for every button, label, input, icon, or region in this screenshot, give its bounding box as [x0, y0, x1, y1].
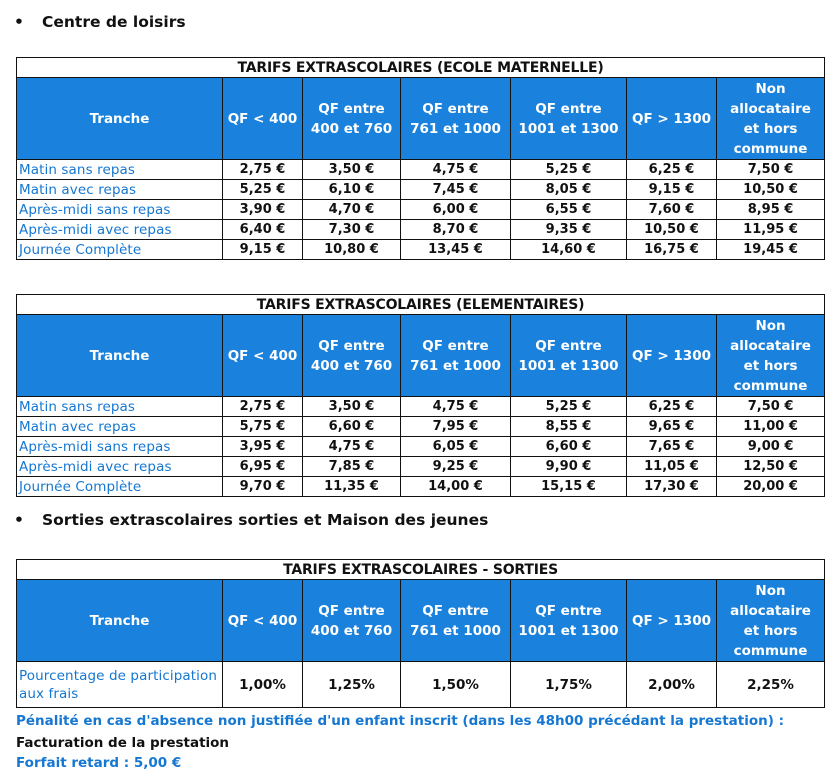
- header-line: QF < 400: [227, 612, 298, 629]
- price-cell: 13,45 €: [401, 240, 511, 260]
- header-line: 761 et 1000: [410, 120, 501, 137]
- table-row: [17, 160, 825, 180]
- forfait-retard-note: Forfait retard : 5,00 €: [16, 755, 182, 771]
- price-cell: 9,15 €: [627, 180, 717, 200]
- facturation-note: Facturation de la prestation: [16, 735, 230, 751]
- price-cell: 7,50 €: [717, 397, 825, 417]
- header-qf4: [511, 580, 627, 662]
- price-cell: 6,60 €: [303, 417, 401, 437]
- price-cell: 11,95 €: [717, 220, 825, 240]
- price-cell: 10,50 €: [717, 180, 825, 200]
- table-maternelle: [16, 57, 825, 260]
- price-cell: 17,30 €: [627, 477, 717, 497]
- section-title-text: Sorties extrascolaires sorties et Maison des jeunes: [42, 511, 489, 529]
- header-line: commune: [733, 140, 808, 157]
- table-title-row: [17, 295, 825, 315]
- price-cell: 9,90 €: [511, 457, 627, 477]
- header-qf4: [511, 315, 627, 397]
- header-qf5: [627, 78, 717, 160]
- row-label: Pourcentage de participation aux frais: [17, 662, 223, 708]
- price-cell: 4,75 €: [303, 437, 401, 457]
- header-qf1: [223, 78, 303, 160]
- price-cell: 8,70 €: [401, 220, 511, 240]
- price-cell: 8,05 €: [511, 180, 627, 200]
- table-header-row: [17, 580, 825, 662]
- price-cell: 2,75 €: [223, 160, 303, 180]
- header-line: 400 et 760: [310, 622, 393, 639]
- header-line: commune: [733, 377, 808, 394]
- price-cell: 6,10 €: [303, 180, 401, 200]
- header-qf6: [717, 78, 825, 160]
- row-label: Matin avec repas: [17, 180, 223, 200]
- price-cell: 10,80 €: [303, 240, 401, 260]
- header-line: et hors: [743, 357, 798, 374]
- row-label: Après-midi avec repas: [17, 220, 223, 240]
- row-label: Après-midi sans repas: [17, 437, 223, 457]
- price-cell: 6,60 €: [511, 437, 627, 457]
- table-row: [17, 240, 825, 260]
- price-cell: 3,50 €: [303, 397, 401, 417]
- price-cell: 2,75 €: [223, 397, 303, 417]
- table-sorties: [16, 559, 825, 708]
- row-label: Après-midi sans repas: [17, 200, 223, 220]
- header-line: Non: [755, 80, 786, 97]
- price-cell: 3,50 €: [303, 160, 401, 180]
- table-title: TARIFS EXTRASCOLAIRES - SORTIES: [17, 560, 825, 580]
- section-title-text: Centre de loisirs: [42, 13, 186, 31]
- price-cell: 16,75 €: [627, 240, 717, 260]
- row-label: Après-midi avec repas: [17, 457, 223, 477]
- header-line: Non: [755, 317, 786, 334]
- header-line: et hors: [743, 622, 798, 639]
- header-qf6: [717, 580, 825, 662]
- header-line: 1001 et 1300: [518, 120, 619, 137]
- price-cell: 7,45 €: [401, 180, 511, 200]
- header-line: QF entre: [535, 100, 602, 117]
- price-cell: 11,35 €: [303, 477, 401, 497]
- price-cell: 9,35 €: [511, 220, 627, 240]
- row-label: Matin sans repas: [17, 397, 223, 417]
- price-cell: 8,55 €: [511, 417, 627, 437]
- section-title-centre-de-loisirs: [14, 13, 186, 31]
- table-row: [17, 397, 825, 417]
- price-cell: 1,25%: [303, 662, 401, 708]
- header-qf3: [401, 315, 511, 397]
- table-row: [17, 457, 825, 477]
- table-row: [17, 437, 825, 457]
- price-cell: 11,00 €: [717, 417, 825, 437]
- row-label: Journée Complète: [17, 240, 223, 260]
- header-qf3: [401, 580, 511, 662]
- header-line: QF entre: [535, 602, 602, 619]
- table-header-row: [17, 315, 825, 397]
- header-line: 400 et 760: [310, 357, 393, 374]
- price-cell: 1,00%: [223, 662, 303, 708]
- bullet-icon: •: [14, 511, 24, 529]
- header-qf6: [717, 315, 825, 397]
- price-cell: 14,60 €: [511, 240, 627, 260]
- price-cell: 14,00 €: [401, 477, 511, 497]
- price-cell: 6,05 €: [401, 437, 511, 457]
- table-title: TARIFS EXTRASCOLAIRES (ECOLE MATERNELLE): [17, 58, 825, 78]
- header-line: QF entre: [318, 337, 385, 354]
- row-label: Matin avec repas: [17, 417, 223, 437]
- header-line: QF entre: [535, 337, 602, 354]
- price-cell: 6,95 €: [223, 457, 303, 477]
- price-cell: 4,70 €: [303, 200, 401, 220]
- price-cell: 9,00 €: [717, 437, 825, 457]
- table-header-row: [17, 78, 825, 160]
- price-cell: 11,05 €: [627, 457, 717, 477]
- row-label: Matin sans repas: [17, 160, 223, 180]
- price-cell: 6,55 €: [511, 200, 627, 220]
- header-line: 400 et 760: [310, 120, 393, 137]
- price-cell: 6,25 €: [627, 397, 717, 417]
- price-cell: 4,75 €: [401, 397, 511, 417]
- header-line: QF > 1300: [632, 110, 711, 127]
- header-line: Non: [755, 582, 786, 599]
- price-cell: 9,65 €: [627, 417, 717, 437]
- table-row: [17, 662, 825, 708]
- header-tranche: Tranche: [17, 315, 223, 397]
- header-qf2: [303, 78, 401, 160]
- price-cell: 9,25 €: [401, 457, 511, 477]
- table-title-row: [17, 560, 825, 580]
- header-tranche: Tranche: [17, 78, 223, 160]
- price-cell: 3,90 €: [223, 200, 303, 220]
- price-cell: 7,60 €: [627, 200, 717, 220]
- header-line: QF entre: [318, 602, 385, 619]
- header-line: QF > 1300: [632, 347, 711, 364]
- price-cell: 4,75 €: [401, 160, 511, 180]
- price-cell: 5,25 €: [223, 180, 303, 200]
- header-line: QF < 400: [227, 347, 298, 364]
- price-cell: 7,30 €: [303, 220, 401, 240]
- bullet-icon: •: [14, 13, 24, 31]
- price-cell: 6,40 €: [223, 220, 303, 240]
- header-line: commune: [733, 642, 808, 659]
- header-qf5: [627, 315, 717, 397]
- price-cell: 10,50 €: [627, 220, 717, 240]
- price-cell: 5,25 €: [511, 397, 627, 417]
- table-row: [17, 417, 825, 437]
- price-cell: 1,50%: [401, 662, 511, 708]
- price-cell: 9,15 €: [223, 240, 303, 260]
- table-row: [17, 180, 825, 200]
- price-cell: 7,50 €: [717, 160, 825, 180]
- header-line: allocataire: [730, 100, 811, 117]
- header-line: et hors: [743, 120, 798, 137]
- table-title: TARIFS EXTRASCOLAIRES (ELEMENTAIRES): [17, 295, 825, 315]
- table-row: [17, 477, 825, 497]
- price-cell: 5,75 €: [223, 417, 303, 437]
- price-cell: 12,50 €: [717, 457, 825, 477]
- price-cell: 1,75%: [511, 662, 627, 708]
- penalite-note: Pénalité en cas d'absence non justifiée d'un enfant inscrit (dans les 48h00 précédant la prestation) :: [16, 713, 785, 729]
- table-title-row: [17, 58, 825, 78]
- price-cell: 6,25 €: [627, 160, 717, 180]
- row-label: Journée Complète: [17, 477, 223, 497]
- header-line: 1001 et 1300: [518, 622, 619, 639]
- price-cell: 3,95 €: [223, 437, 303, 457]
- header-line: QF entre: [318, 100, 385, 117]
- table-row: [17, 220, 825, 240]
- price-cell: 15,15 €: [511, 477, 627, 497]
- price-cell: 8,95 €: [717, 200, 825, 220]
- header-line: QF > 1300: [632, 612, 711, 629]
- header-qf2: [303, 580, 401, 662]
- price-cell: 2,25%: [717, 662, 825, 708]
- header-line: QF entre: [422, 602, 489, 619]
- price-cell: 20,00 €: [717, 477, 825, 497]
- header-qf5: [627, 580, 717, 662]
- header-qf4: [511, 78, 627, 160]
- price-cell: 6,00 €: [401, 200, 511, 220]
- header-line: QF < 400: [227, 110, 298, 127]
- header-qf1: [223, 580, 303, 662]
- table-elementaires: [16, 294, 825, 497]
- header-qf3: [401, 78, 511, 160]
- header-line: QF entre: [422, 337, 489, 354]
- price-cell: 2,00%: [627, 662, 717, 708]
- header-tranche: Tranche: [17, 580, 223, 662]
- table-row: [17, 200, 825, 220]
- section-title-sorties: [14, 511, 488, 529]
- price-cell: 7,65 €: [627, 437, 717, 457]
- header-line: allocataire: [730, 337, 811, 354]
- header-qf2: [303, 315, 401, 397]
- header-line: 761 et 1000: [410, 622, 501, 639]
- header-line: QF entre: [422, 100, 489, 117]
- header-qf1: [223, 315, 303, 397]
- price-cell: 7,85 €: [303, 457, 401, 477]
- header-line: 1001 et 1300: [518, 357, 619, 374]
- price-cell: 19,45 €: [717, 240, 825, 260]
- header-line: allocataire: [730, 602, 811, 619]
- price-cell: 9,70 €: [223, 477, 303, 497]
- price-cell: 7,95 €: [401, 417, 511, 437]
- price-cell: 5,25 €: [511, 160, 627, 180]
- header-line: 761 et 1000: [410, 357, 501, 374]
